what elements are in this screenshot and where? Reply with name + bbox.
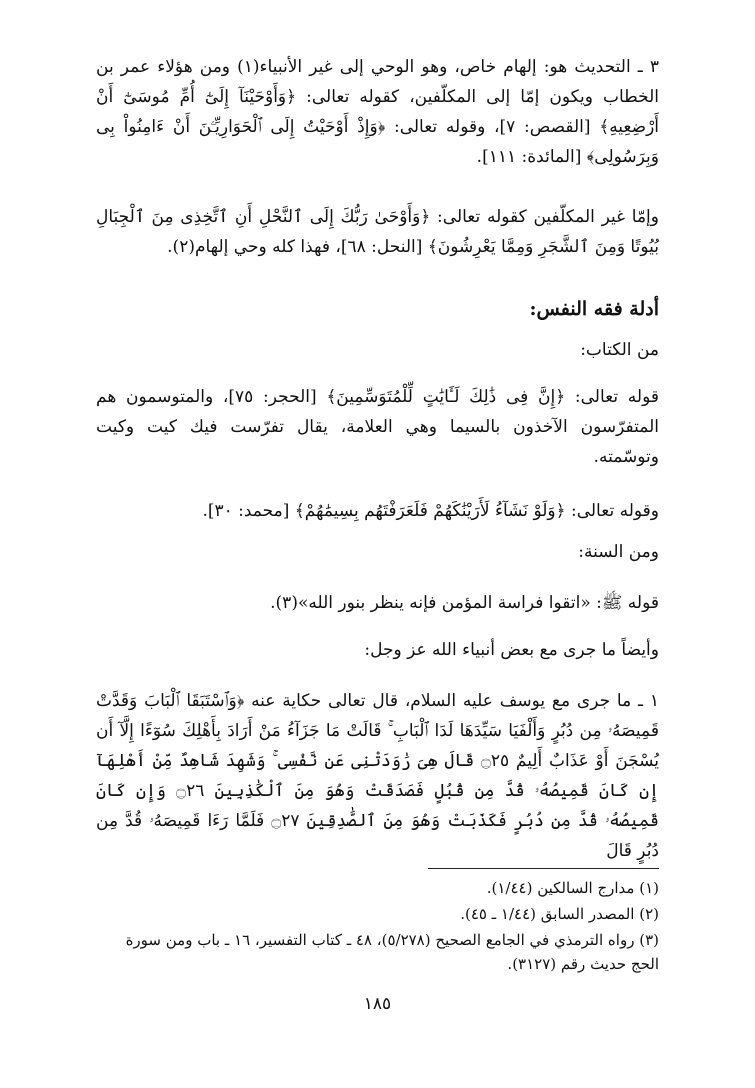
subheading-from-book: من الكتاب: (580, 340, 659, 360)
paragraph-prophets-intro: وأيضاً ما جرى مع بعض أنبياء الله عز وجل: (364, 640, 659, 660)
paragraph-mutawassimin: قوله تعالى: ﴿إِنَّ فِى ذَٰلِكَ لَـَٔايَٰتٍ لِّلْمُتَوَسِّمِينَ﴾ [الحجر: ٧٥]، والمتوسمون هم المتفرّسون الآخذون بالسيما وهي العلامة، يقال تفرّست فيك كيت وكيت وتوسّمته. (96, 387, 659, 467)
subheading-from-sunnah: ومن السنة: (578, 542, 659, 562)
paragraph-tahdith: ٣ ـ التحديث هو: إلهام خاص، وهو الوحي إلى غير الأنبياء(١) ومن هؤلاء عمر بن الخطاب ويكون إمّا إلى المكلّفين، كقوله تعالى: ﴿وَأَوْحَيْنَآ إِلَىٰٓ أُمِّ مُوسَىٰٓ أَنْ أَرْضِعِيهِ﴾ [القصص: ٧]، وقوله تعالى: ﴿وَإِذْ أَوْحَيْتُ إِلَى ٱلْحَوَارِيِّـۧنَ أَنْ ءَامِنُواْ بِى وَبِرَسُولِى﴾ [المائدة: ١١١]. (96, 57, 660, 167)
page-number: ١٨٥ (363, 994, 392, 1014)
paragraph-non-mukallafin: وإمّا غير المكلّفين كقوله تعالى: ﴿وَأَوْحَىٰ رَبُّكَ إِلَى ٱلنَّحْلِ أَنِ ٱتَّخِذِى مِنَ ٱلْجِبَالِ بُيُوتًا وَمِنَ ٱلشَّجَرِ وَمِمَّا يَعْرِشُونَ﴾ [النحل: ٦٨]، فهذا كله وحي إلهام(٢). (96, 207, 659, 257)
footnote-1: (١) مدارج السالكين (١/٤٤). (486, 879, 659, 897)
footnote-divider (428, 868, 659, 869)
footnote-3: (٣) رواه الترمذي في الجامع الصحيح (٥/٢٧٨)، ٤٨ ـ كتاب التفسير، ١٦ ـ باب ومن سورة الحج حديث رقم (٣١٢٧). (125, 931, 659, 973)
section-heading: أدلة فقه النفس: (529, 298, 659, 320)
footnote-2: (٢) المصدر السابق (١/٤٤ ـ ٤٥). (460, 905, 659, 923)
paragraph-hadith-firasa: قوله ﷺ: «اتقوا فراسة المؤمن فإنه ينظر بنور الله»(٣). (270, 593, 659, 613)
paragraph-muhammad-30: وقوله تعالى: ﴿وَلَوْ نَشَآءُ لَأَرَيْنَٰكَهُمْ فَلَعَرَفْتَهُم بِسِيمَٰهُمْ﴾ [محمد: ٣٠]. (202, 501, 659, 521)
paragraph-yusuf: ١ ـ ما جرى مع يوسف عليه السلام، قال تعالى حكاية عنه ﴿وَٱسْتَبَقَا ٱلْبَابَ وَقَدَّتْ قَمِيصَهُۥ مِن دُبُرٍ وَأَلْفَيَا سَيِّدَهَا لَدَا ٱلْبَابِ ۚ قَالَتْ مَا جَزَآءُ مَنْ أَرَادَ بِأَهْلِكَ سُوٓءًا إِلَّآ أَن يُسْجَنَ أَوْ عَذَابٌ أَلِيمٌ ۝٢٥ قَالَ هِىَ رَٰوَدَتْنِى عَن نَّفْسِى ۚ وَشَهِدَ شَاهِدٌ مِّنْ أَهْلِهَآ إِن كَانَ قَمِيصُهُۥ قُدَّ مِن قُبُلٍ فَصَدَقَتْ وَهُوَ مِنَ ٱلْكَٰذِبِينَ ۝٢٦ وَإِن كَانَ قَمِيصُهُۥ قُدَّ مِن دُبُرٍ فَكَذَبَتْ وَهُوَ مِنَ ٱلصَّٰدِقِينَ ۝٢٧ فَلَمَّا رَءَا قَمِيصَهُۥ قُدَّ مِن دُبُرٍ قَالَ (96, 691, 660, 861)
